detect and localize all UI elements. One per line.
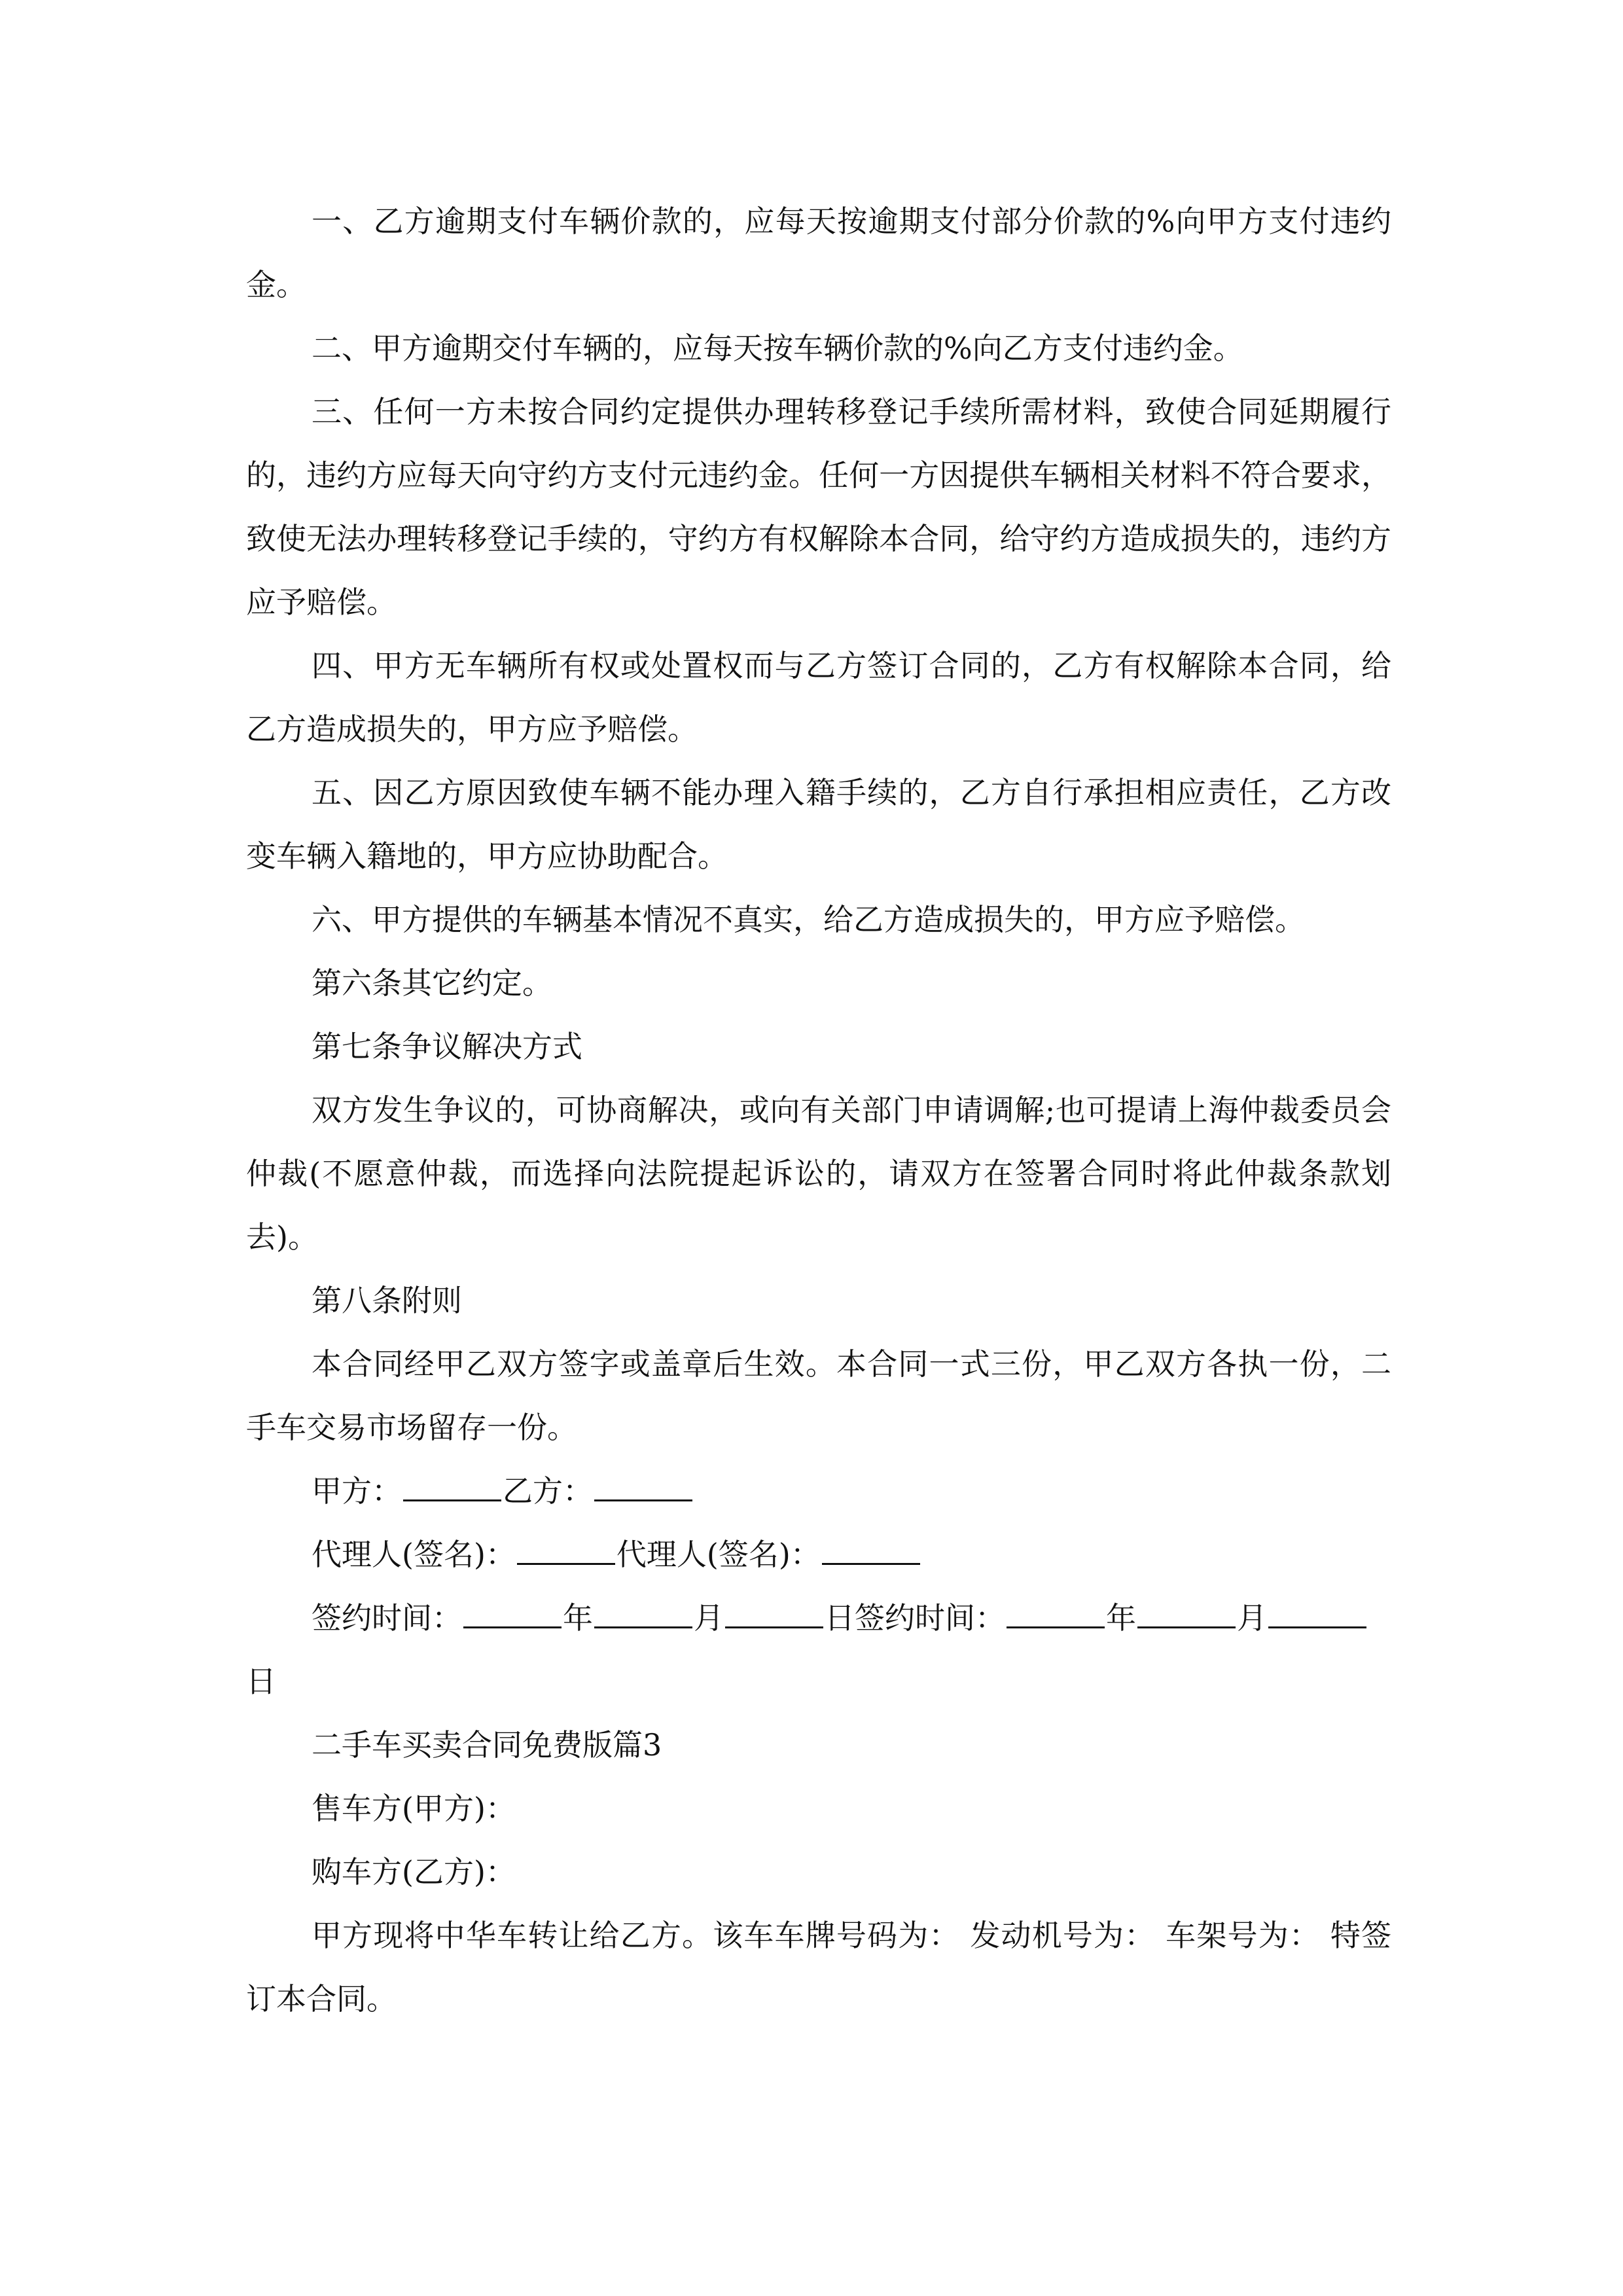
clause-5: 五、因乙方原因致使车辆不能办理入籍手续的，乙方自行承担相应责任，乙方改变车辆入籍地的，甲方应协助配合。 [246, 775, 1391, 874]
sign-time-line [246, 1587, 1391, 1650]
agent-a-label: 代理人(签名)： [312, 1537, 516, 1572]
agent-signature-line [246, 1523, 1391, 1587]
month-a-label: 月 [694, 1600, 724, 1636]
agent-a-blank[interactable] [517, 1537, 615, 1565]
clause-1: 一、乙方逾期支付车辆价款的，应每天按逾期支付部分价款的%向甲方支付违约金。 [246, 204, 1391, 302]
year-a-label: 年 [563, 1600, 593, 1636]
month-b-label: 月 [1237, 1600, 1267, 1636]
agent-b-label: 代理人(签名)： [616, 1537, 821, 1572]
sign-time-b-label: 签约时间： [855, 1600, 1005, 1636]
party-b-label: 乙方： [503, 1473, 593, 1509]
day-b-label: 日 [246, 1664, 276, 1699]
sign-time-a-label: 签约时间： [312, 1600, 462, 1636]
day-b-blank[interactable] [1268, 1600, 1366, 1628]
dispute-resolution-text: 双方发生争议的，可协商解决，或向有关部门申请调解;也可提请上海仲裁委员会仲裁(不愿意仲裁，而选择向法院提起诉讼的，请双方在签署合同时将此仲裁条款划去)。 [246, 1092, 1391, 1255]
year-a-blank[interactable] [463, 1600, 562, 1628]
transfer-text: 甲方现将中华车转让给乙方。该车车牌号码为： 发动机号为： 车架号为： 特签订本合同。 [246, 1918, 1391, 2017]
clause-4: 四、甲方无车辆所有权或处置权而与乙方签订合同的，乙方有权解除本合同，给乙方造成损失的，甲方应予赔偿。 [246, 648, 1391, 747]
party-a-label: 甲方： [312, 1473, 402, 1509]
day-a-blank[interactable] [725, 1600, 823, 1628]
clause-2: 二、甲方逾期交付车辆的，应每天按车辆价款的%向乙方支付违约金。 [312, 331, 1243, 366]
party-a-blank[interactable] [403, 1473, 501, 1501]
year-b-label: 年 [1106, 1600, 1136, 1636]
clause-6: 六、甲方提供的车辆基本情况不真实，给乙方造成损失的，甲方应予赔偿。 [312, 902, 1305, 937]
month-a-blank[interactable] [594, 1600, 692, 1628]
party-signature-line [246, 1460, 1391, 1523]
day-a-label: 日 [825, 1600, 855, 1636]
agent-b-blank[interactable] [822, 1537, 920, 1565]
section-3-title: 二手车买卖合同免费版篇3 [312, 1727, 662, 1763]
year-b-blank[interactable] [1007, 1600, 1105, 1628]
party-b-blank[interactable] [594, 1473, 692, 1501]
article-6-heading: 第六条其它约定。 [312, 965, 552, 1001]
month-b-blank[interactable] [1137, 1600, 1236, 1628]
supplementary-text: 本合同经甲乙双方签字或盖章后生效。本合同一式三份，甲乙双方各执一份，二手车交易市场留存一份。 [246, 1346, 1391, 1445]
seller-line: 售车方(甲方)： [312, 1791, 516, 1826]
article-7-heading: 第七条争议解决方式 [312, 1029, 582, 1064]
article-8-heading: 第八条附则 [312, 1283, 462, 1318]
buyer-line: 购车方(乙方)： [312, 1854, 516, 1890]
document-page [246, 190, 1391, 2031]
clause-3: 三、任何一方未按合同约定提供办理转移登记手续所需材料，致使合同延期履行的，违约方应每天向守约方支付元违约金。任何一方因提供车辆相关材料不符合要求，致使无法办理转移登记手续的，守约方有权解除本合同，给守约方造成损失的，违约方应予赔偿。 [246, 394, 1391, 620]
